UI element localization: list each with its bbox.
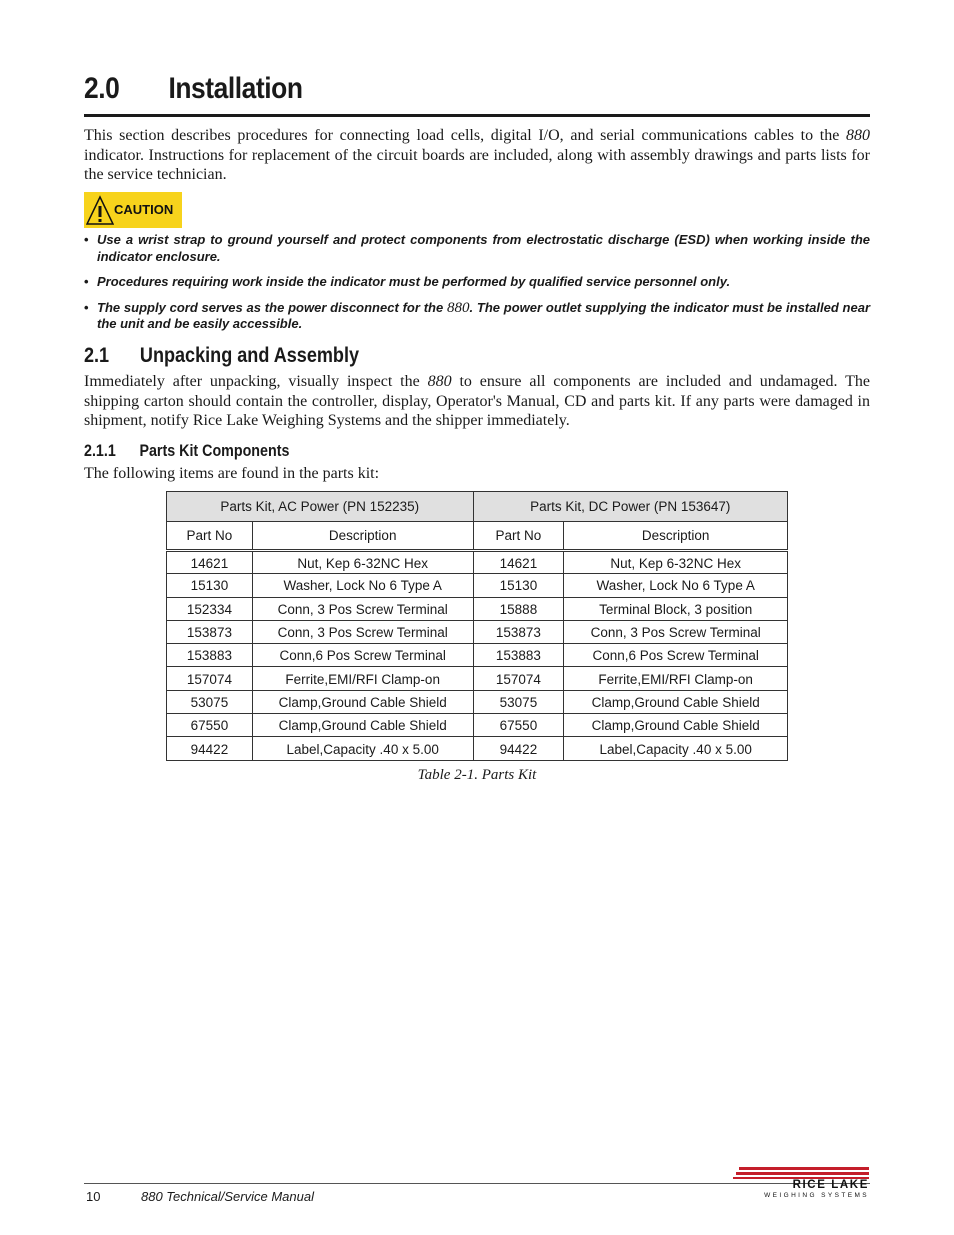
- column-header-description: Description: [564, 522, 788, 551]
- chapter-number: 2.0: [84, 72, 120, 105]
- intro-paragraph: This section describes procedures for connecting load cells, digital I/O, and serial communications cables to the 880 indicator. Instructions for replacement of the circuit boards are included, along with assembly drawings and parts lists for the service technician.: [84, 127, 870, 183]
- caution-item: • The supply cord serves as the power disconnect for the 880. The power outlet supplying the indicator must be installed near the unit and be easily accessible.: [84, 300, 870, 333]
- section-paragraph: Immediately after unpacking, visually inspect the 880 to ensure all components are included and undamaged. The shipping carton should contain the controller, display, Operator's Manual, CD and parts kit. If any parts were damaged in shipment, notify Rice Lake Weighing Systems and the shipper immediately.: [84, 373, 871, 429]
- warning-icon: [86, 194, 114, 226]
- page-number: 10: [86, 1189, 101, 1204]
- model-name: 880: [846, 127, 870, 144]
- rice-lake-logo: [733, 1167, 869, 1197]
- section-number: 2.1: [84, 344, 110, 367]
- caution-item: • Use a wrist strap to ground yourself and protect components from electrostatic discharge (ESD) when working inside the indicator enclosure.: [84, 232, 870, 265]
- subsection-heading: [84, 441, 289, 461]
- logo-brand: RICE LAKE: [792, 1179, 869, 1191]
- subsection-text: The following items are found in the parts kit:: [84, 465, 380, 482]
- group-header-ac: Parts Kit, AC Power (PN 152235): [167, 492, 474, 522]
- caution-item: • Procedures requiring work inside the indicator must be performed by qualified service personnel only.: [84, 274, 870, 291]
- caution-label: CAUTION: [114, 202, 174, 217]
- table-row: 15130 Washer, Lock No 6 Type A 15130 Washer, Lock No 6 Type A: [167, 574, 788, 597]
- manual-title: 880 Technical/Service Manual: [141, 1189, 314, 1204]
- chapter-title-text: Installation: [168, 72, 303, 105]
- table-row: 153883 Conn,6 Pos Screw Terminal 153883 Conn,6 Pos Screw Terminal: [167, 644, 788, 667]
- section-title: Unpacking and Assembly: [139, 344, 360, 367]
- section-heading: [84, 344, 359, 368]
- caution-badge: [84, 192, 182, 228]
- column-header-part-no: Part No: [167, 522, 253, 551]
- table-row: 152334 Conn, 3 Pos Screw Terminal 15888 Terminal Block, 3 position: [167, 597, 788, 620]
- table-row: 157074 Ferrite,EMI/RFI Clamp-on 157074 Ferrite,EMI/RFI Clamp-on: [167, 667, 788, 690]
- parts-kit-table: [166, 491, 788, 761]
- table-row: 14621 Nut, Kep 6-32NC Hex 14621 Nut, Kep 6-32NC Hex: [167, 551, 788, 574]
- logo-subtitle: WEIGHING SYSTEMS: [764, 1192, 869, 1199]
- model-name: 880: [447, 299, 470, 316]
- chapter-title: [84, 72, 303, 106]
- table-row: 153873 Conn, 3 Pos Screw Terminal 153873 Conn, 3 Pos Screw Terminal: [167, 620, 788, 643]
- subsection-title: Parts Kit Components: [139, 441, 290, 460]
- group-header-dc: Parts Kit, DC Power (PN 153647): [473, 492, 788, 522]
- table-row: 67550 Clamp,Ground Cable Shield 67550 Clamp,Ground Cable Shield: [167, 714, 788, 737]
- table-row: 94422 Label,Capacity .40 x 5.00 94422 Label,Capacity .40 x 5.00: [167, 737, 788, 760]
- subsection-number: 2.1.1: [84, 441, 116, 460]
- column-header-description: Description: [252, 522, 473, 551]
- caution-list: [84, 232, 870, 342]
- title-rule: [84, 114, 870, 117]
- model-name: 880: [427, 373, 452, 390]
- table-row: 53075 Clamp,Ground Cable Shield 53075 Clamp,Ground Cable Shield: [167, 690, 788, 713]
- table-caption: Table 2-1. Parts Kit: [417, 767, 537, 783]
- column-header-part-no: Part No: [473, 522, 564, 551]
